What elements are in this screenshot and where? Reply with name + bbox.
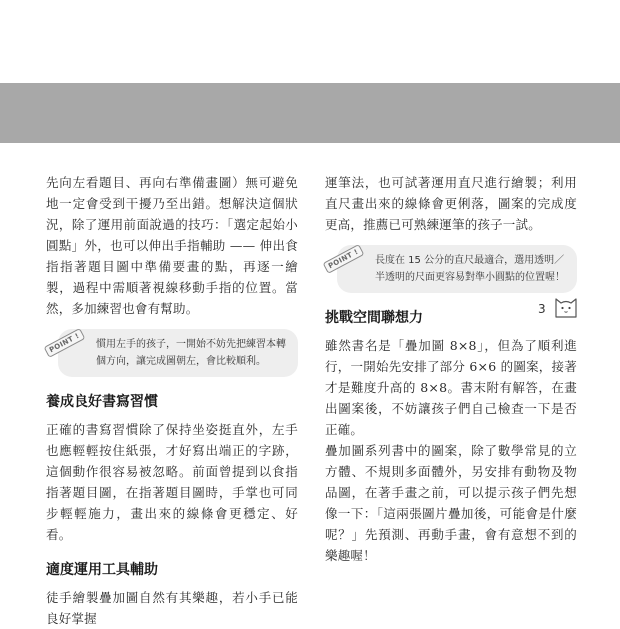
right-column [325, 172, 577, 566]
point-tag-icon: POINT ! [323, 244, 365, 274]
page-number: 3 [538, 302, 546, 316]
tip-note-text: 慣用左手的孩子，一開始不妨先把練習本轉個方向，讓完成圖朝左，會比較順利。 [96, 339, 286, 367]
section-heading-writing-habits: 養成良好書寫習慣 [46, 394, 158, 410]
tool-assist-paragraph: 徒手繪製疊加圖自然有其樂趣，若小手已能良好掌握 [46, 590, 298, 626]
tip-note-right [327, 245, 577, 293]
spatial-paragraph-2: 疊加圖系列書中的圖案，除了數學常見的立方體、不規則多面體外，另安排有動物及物品圖，在著手畫之前，可以提示孩子們先想像一下：「這兩張圖片疊加後，可能會是什麼呢？」先預測、再動手畫，會有意想不到的樂趣喔！ [325, 443, 577, 563]
left-intro-paragraph: 先向左看題目、再向右準備畫圖）無可避免地一定會受到干擾乃至出錯。想解決這個狀況，除了運用前面說過的技巧：「選定起始小圓點」外，也可以伸出手指輔助 —— 伸出食指指著題目圖中準備要畫的點，再逐一繪製，過程中需順著視線移動手指的位置。當然，多加練習也會有幫助。 [46, 175, 298, 316]
spatial-paragraph-1: 雖然書名是「疊加圖 8×8」，但為了順利進行，一開始先安排了部分 6×6 的圖案，接著才是難度升高的 8×8。書末附有解答，在畫出圖案後，不妨讓孩子們自己檢查一下是否正確。 [325, 338, 577, 437]
right-intro-paragraph: 運筆法，也可試著運用直尺進行繪製；利用直尺畫出來的線條會更俐落，圖案的完成度更高，推薦已可熟練運筆的孩子一試。 [325, 175, 577, 232]
cat-face-icon [552, 292, 580, 320]
point-tag-icon: POINT ! [44, 328, 86, 358]
writing-habits-paragraph: 正確的書寫習慣除了保持坐姿挺直外，左手也應輕輕按住紙張，才好寫出端正的字跡，這個動作很容易被忽略。前面曾提到以食指指著題目圖，在指著題目圖時，手掌也可同步輕輕施力，畫出來的線條會更穩定、好看。 [46, 422, 298, 542]
section-heading-tool-assist: 適度運用工具輔助 [46, 562, 158, 578]
section-heading-spatial-imagination: 挑戰空間聯想力 [325, 310, 423, 326]
header-band [0, 83, 620, 143]
tip-note-left [48, 329, 298, 377]
tip-note-text: 長度在 15 公分的直尺最適合，選用透明／半透明的尺面更容易對準小圓點的位置喔！ [375, 255, 565, 283]
left-column [46, 172, 298, 629]
